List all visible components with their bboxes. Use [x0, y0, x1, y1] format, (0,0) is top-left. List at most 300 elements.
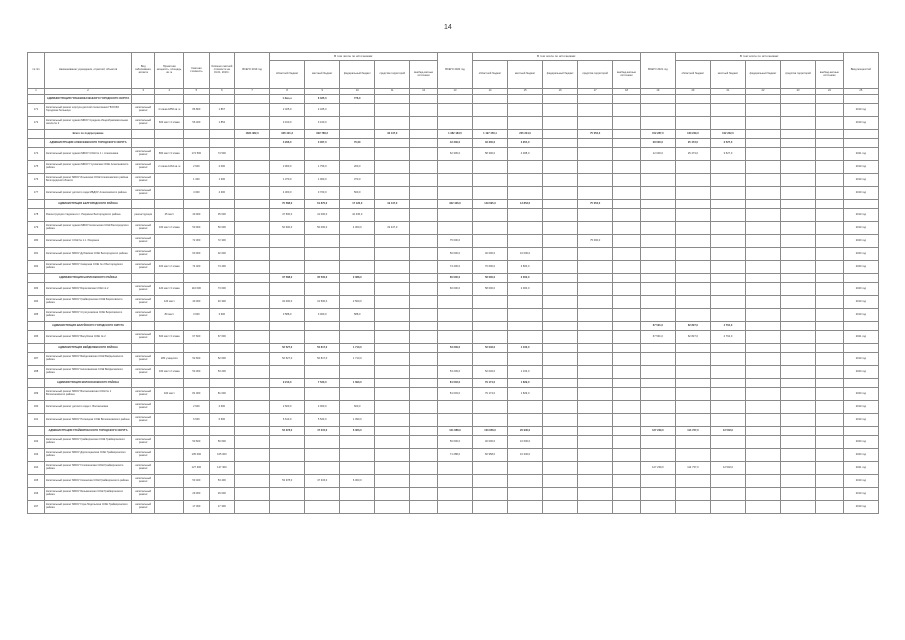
funding-value: 2 960,0: [270, 161, 305, 174]
funding-value: 121 888,0: [437, 427, 472, 436]
header-total-2019: ВСЕГО 2019 год: [235, 53, 270, 89]
funding-value: 6 325,0: [305, 95, 340, 104]
funding-value: [578, 462, 613, 475]
funding-value: [375, 309, 410, 322]
commission-year: 2019 год: [843, 104, 878, 117]
funding-value: [340, 148, 375, 161]
funding-value: [410, 187, 438, 200]
funding-value: [340, 488, 375, 501]
funding-value: [543, 388, 578, 401]
row-number: [28, 379, 45, 388]
funding-value: [578, 401, 613, 414]
funding-value: [578, 161, 613, 174]
funding-value: [640, 353, 675, 366]
funding-value: [710, 488, 745, 501]
column-number: 5: [184, 89, 209, 95]
funding-value: [578, 139, 613, 148]
work-kind: реконструкция: [132, 209, 155, 222]
funding-value: [745, 200, 780, 209]
funding-value: [675, 344, 710, 353]
funding-value: [235, 501, 270, 514]
funding-value: [710, 388, 745, 401]
funding-value: [235, 427, 270, 436]
commission-year: [843, 130, 878, 139]
header-funding-source: местный бюджет: [305, 61, 340, 89]
funding-value: [543, 331, 578, 344]
funding-value: 71 288,0: [437, 449, 472, 462]
funding-value: [235, 353, 270, 366]
completed-value: 4 300: [209, 187, 234, 200]
funding-value: 79 174,0: [473, 379, 508, 388]
funding-value: [745, 331, 780, 344]
header-funding-source: местный бюджет: [710, 61, 745, 89]
funding-value: 31 500,0: [305, 296, 340, 309]
funding-value: [410, 427, 438, 436]
commission-year: 2020 год: [843, 366, 878, 379]
funding-value: [578, 331, 613, 344]
funding-value: [375, 427, 410, 436]
funding-value: [235, 200, 270, 209]
work-kind: капитальный ремонт: [132, 501, 155, 514]
funding-value: [235, 401, 270, 414]
funding-value: [578, 414, 613, 427]
funding-value: [340, 104, 375, 117]
row-number: 175: [28, 161, 45, 174]
completed-value: 2 000: [209, 161, 234, 174]
cell: [184, 139, 209, 148]
funding-value: [613, 200, 641, 209]
funding-value: [745, 379, 780, 388]
work-kind: капитальный ремонт: [132, 261, 155, 274]
funding-value: [473, 296, 508, 309]
funding-value: [640, 501, 675, 514]
funding-value: [640, 401, 675, 414]
capacity: 420 мест 3 этажа: [155, 283, 184, 296]
funding-value: 52 046,0: [473, 344, 508, 353]
funding-value: [235, 174, 270, 187]
funding-value: 19 447,0: [375, 200, 410, 209]
funding-value: [543, 274, 578, 283]
funding-value: [235, 187, 270, 200]
funding-value: 10 330,0: [508, 449, 543, 462]
row-number: 189: [28, 388, 45, 401]
funding-value: 3 527,0: [710, 148, 745, 161]
row-number: 182: [28, 261, 45, 274]
funding-value: [235, 331, 270, 344]
funding-value: 17 126,0: [340, 200, 375, 209]
cell: [132, 427, 155, 436]
funding-value: [340, 501, 375, 514]
object-name: Капитальный ремонт МБОУ Дубовская СОШ Белгородского района: [44, 248, 131, 261]
funding-value: [640, 379, 675, 388]
funding-value: [578, 427, 613, 436]
funding-value: [270, 331, 305, 344]
funding-value: [543, 104, 578, 117]
object-name: Капитальный ремонт МБОУ Николаевская СОШ Вейделевского района: [44, 366, 131, 379]
funding-value: [816, 130, 844, 139]
funding-value: [710, 296, 745, 309]
section-row: [28, 322, 879, 331]
funding-value: [375, 344, 410, 353]
funding-value: [745, 427, 780, 436]
funding-value: 1 710,0: [340, 344, 375, 353]
table-row: [28, 174, 879, 187]
funding-value: 40 000,0: [473, 248, 508, 261]
row-number: [28, 139, 45, 148]
work-kind: капитальный ремонт: [132, 248, 155, 261]
funding-value: 75 000,0: [437, 235, 472, 248]
estimated-cost: 2 600: [184, 161, 209, 174]
funding-value: [781, 209, 816, 222]
funding-value: [613, 117, 641, 130]
row-number: 179: [28, 222, 45, 235]
funding-value: [410, 283, 438, 296]
funding-value: [781, 248, 816, 261]
commission-year: 2019 год: [843, 161, 878, 174]
funding-value: [375, 462, 410, 475]
funding-value: 3 160,0: [270, 117, 305, 130]
column-number: 22: [745, 89, 780, 95]
funding-value: [235, 139, 270, 148]
funding-value: 3 296,0: [270, 139, 305, 148]
work-kind: капитальный ремонт: [132, 187, 155, 200]
funding-value: [578, 148, 613, 161]
funding-value: [410, 222, 438, 235]
funding-value: 4 000,0: [340, 222, 375, 235]
table-row: [28, 296, 879, 309]
header-funding-source: средства территорий: [781, 61, 816, 89]
column-number: 17: [578, 89, 613, 95]
funding-value: [578, 174, 613, 187]
funding-value: [410, 139, 438, 148]
funding-value: [710, 366, 745, 379]
funding-value: [375, 209, 410, 222]
capacity: 860 мест 3 этажа: [155, 148, 184, 161]
funding-value: 50 817,0: [305, 353, 340, 366]
funding-value: 70,00: [340, 139, 375, 148]
header-num: № п/п: [28, 53, 45, 89]
funding-value: [235, 222, 270, 235]
completed-value: 3 600: [209, 309, 234, 322]
funding-value: [235, 462, 270, 475]
cell: [132, 379, 155, 388]
funding-value: [710, 248, 745, 261]
row-number: 195: [28, 475, 45, 488]
cell: [155, 130, 184, 139]
work-kind: капитальный ремонт: [132, 475, 155, 488]
row-number: 178: [28, 209, 45, 222]
cell: [209, 427, 234, 436]
funding-value: [675, 222, 710, 235]
estimated-cost: 60 000: [184, 248, 209, 261]
funding-value: [508, 235, 543, 248]
completed-value: 53 400: [209, 475, 234, 488]
funding-value: [508, 222, 543, 235]
funding-value: [745, 462, 780, 475]
cell: [184, 379, 209, 388]
funding-value: [270, 148, 305, 161]
funding-value: [640, 200, 675, 209]
completed-value: 53 200: [209, 366, 234, 379]
funding-value: [235, 414, 270, 427]
page-number: 14: [444, 24, 452, 31]
funding-value: [508, 501, 543, 514]
funding-value: [543, 235, 578, 248]
funding-value: [613, 104, 641, 117]
funding-value: 4 008,0: [508, 148, 543, 161]
funding-value: [675, 309, 710, 322]
funding-value: [375, 353, 410, 366]
funding-value: [640, 366, 675, 379]
funding-value: [235, 488, 270, 501]
funding-value: 149 695,0: [473, 200, 508, 209]
funding-value: [675, 274, 710, 283]
funding-value: [640, 117, 675, 130]
funding-value: [816, 174, 844, 187]
funding-value: [613, 488, 641, 501]
funding-value: [508, 488, 543, 501]
funding-value: [270, 436, 305, 449]
funding-value: [745, 501, 780, 514]
funding-value: [437, 187, 472, 200]
table-row: [28, 148, 879, 161]
funding-value: [340, 130, 375, 139]
funding-value: [473, 331, 508, 344]
funding-value: [781, 222, 816, 235]
funding-value: [473, 187, 508, 200]
funding-value: [710, 95, 745, 104]
funding-value: 75 052,3: [578, 130, 613, 139]
funding-value: [437, 161, 472, 174]
funding-value: 1 163,0: [508, 344, 543, 353]
funding-value: [305, 283, 340, 296]
object-name: Капитальный ремонт СОШ № 1 п. Разумное: [44, 235, 131, 248]
funding-value: 52 527,0: [270, 353, 305, 366]
header-group-2019: В том числе по источникам:: [270, 53, 438, 61]
funding-value: [640, 449, 675, 462]
funding-value: [235, 148, 270, 161]
funding-value: [473, 161, 508, 174]
funding-value: [781, 148, 816, 161]
cell: [209, 139, 234, 148]
estimated-cost: 50 000: [184, 222, 209, 235]
section-name: АДМИНИСТРАЦИЯ ВАЛУЙСКОГО ГОРОДСКОГО ОКРУГА: [44, 322, 131, 331]
funding-value: [270, 449, 305, 462]
commission-year: [843, 274, 878, 283]
funding-value: [305, 235, 340, 248]
header-kind: Вид заболевания, аспекта: [132, 53, 155, 89]
row-number: [28, 200, 45, 209]
funding-value: [745, 344, 780, 353]
funding-value: 62 827,0: [675, 331, 710, 344]
table-row: [28, 261, 879, 274]
funding-value: 776,0: [340, 95, 375, 104]
funding-value: [375, 414, 410, 427]
section-row: [28, 200, 879, 209]
work-kind: капитальный ремонт: [132, 235, 155, 248]
header-total-2020: ВСЕГО 2020 год: [437, 53, 472, 89]
completed-value: 81 000: [209, 388, 234, 401]
funding-value: 1 710,0: [340, 353, 375, 366]
funding-value: [543, 436, 578, 449]
funding-value: [375, 436, 410, 449]
completed-value: 40 300: [209, 296, 234, 309]
funding-value: [375, 161, 410, 174]
estimated-cost: 3 600: [184, 309, 209, 322]
funding-value: [640, 309, 675, 322]
funding-value: [543, 148, 578, 161]
funding-value: [710, 161, 745, 174]
funding-value: [508, 475, 543, 488]
work-kind: капитальный ремонт: [132, 222, 155, 235]
funding-value: [710, 235, 745, 248]
funding-value: 74 400,0: [437, 261, 472, 274]
funding-value: 2 325,0: [270, 104, 305, 117]
funding-value: [473, 174, 508, 187]
funding-value: [710, 449, 745, 462]
funding-value: [781, 366, 816, 379]
funding-value: [816, 104, 844, 117]
work-kind: капитальный ремонт: [132, 436, 155, 449]
funding-value: 81 003,0: [437, 379, 472, 388]
funding-value: [235, 209, 270, 222]
column-number: 12: [410, 89, 438, 95]
section-row: [28, 427, 879, 436]
funding-value: 10 000,0: [508, 248, 543, 261]
funding-value: 1 163,0: [508, 366, 543, 379]
funding-value: [675, 388, 710, 401]
header-cost: Сметная стоимость: [184, 53, 209, 89]
funding-value: [235, 117, 270, 130]
object-name: Капитальный ремонт МБОУ Грайворонская СОШ Борисовского района: [44, 296, 131, 309]
table-row: [28, 104, 879, 117]
funding-value: [437, 174, 472, 187]
estimated-cost: 53 400: [184, 475, 209, 488]
funding-value: [543, 322, 578, 331]
funding-value: [375, 331, 410, 344]
funding-value: [745, 488, 780, 501]
row-number: 191: [28, 414, 45, 427]
funding-value: [675, 200, 710, 209]
funding-value: [640, 436, 675, 449]
funding-value: [437, 222, 472, 235]
funding-value: [543, 95, 578, 104]
capacity: [155, 235, 184, 248]
funding-value: [710, 401, 745, 414]
commission-year: 2020 год: [843, 436, 878, 449]
funding-value: 60 000,0: [437, 283, 472, 296]
header-commission: Ввод мощностей: [843, 53, 878, 89]
section-name: АДМИНИСТРАЦИЯ АЛЕКСЕЕВСКОГО ГОРОДСКОГО ОКРУГА: [44, 139, 131, 148]
funding-value: 588,0: [340, 309, 375, 322]
funding-value: [543, 261, 578, 274]
commission-year: [843, 95, 878, 104]
funding-value: 2 325,0: [305, 104, 340, 117]
estimated-cost: 86 800: [184, 104, 209, 117]
header-funding-source: внебюд-жетные источники: [410, 61, 438, 89]
funding-value: [745, 139, 780, 148]
funding-value: [410, 174, 438, 187]
funding-value: [745, 161, 780, 174]
funding-value: [235, 296, 270, 309]
funding-value: [473, 501, 508, 514]
funding-value: [640, 414, 675, 427]
funding-value: [578, 187, 613, 200]
funding-value: [437, 95, 472, 104]
funding-value: [816, 462, 844, 475]
object-name: Капитальный ремонт МБОУ Северная СОШ № 2 Белгородского района: [44, 261, 131, 274]
funding-value: 1824 382,3: [235, 130, 270, 139]
header-funding-source: федеральный бюджет: [543, 61, 578, 89]
funding-value: [816, 344, 844, 353]
row-number: 177: [28, 187, 45, 200]
funding-value: [613, 449, 641, 462]
funding-value: 50 817,0: [305, 344, 340, 353]
funding-value: [305, 331, 340, 344]
funding-value: [745, 283, 780, 296]
header-funding-source: внебюд-жетные источники: [613, 61, 641, 89]
funding-value: [816, 449, 844, 462]
funding-value: [816, 427, 844, 436]
funding-value: 50 000,0: [437, 248, 472, 261]
funding-value: [543, 414, 578, 427]
funding-value: [543, 488, 578, 501]
funding-value: [543, 344, 578, 353]
funding-value: [640, 261, 675, 274]
funding-value: [710, 261, 745, 274]
funding-value: 370,0: [340, 174, 375, 187]
funding-value: [473, 462, 508, 475]
funding-value: [437, 353, 472, 366]
column-number: 6: [209, 89, 234, 95]
column-number: 19: [640, 89, 675, 95]
funding-value: [816, 379, 844, 388]
funding-value: [613, 344, 641, 353]
funding-value: 2 600,0: [270, 401, 305, 414]
funding-value: [781, 161, 816, 174]
funding-value: [578, 353, 613, 366]
funding-value: 40 000,0: [473, 436, 508, 449]
funding-value: [375, 296, 410, 309]
funding-value: 79 174,0: [473, 388, 508, 401]
estimated-cost: 2 600: [184, 401, 209, 414]
funding-value: [410, 148, 438, 161]
funding-value: 41 000,0: [305, 209, 340, 222]
commission-year: 2020 год: [843, 449, 878, 462]
table-row: [28, 283, 879, 296]
funding-value: [816, 235, 844, 248]
table-row: [28, 501, 879, 514]
funding-value: [543, 139, 578, 148]
commission-year: 2021 год: [843, 331, 878, 344]
funding-value: [640, 161, 675, 174]
row-number: 186: [28, 331, 45, 344]
cell: [209, 379, 234, 388]
table-row: [28, 414, 879, 427]
funding-value: 3 000,0: [305, 309, 340, 322]
funding-value: 70 600,0: [473, 261, 508, 274]
table-row: [28, 449, 879, 462]
funding-value: [613, 296, 641, 309]
work-kind: капитальный ремонт: [132, 283, 155, 296]
row-number: [28, 322, 45, 331]
cell: [132, 95, 155, 104]
funding-value: [578, 366, 613, 379]
work-kind: капитальный ремонт: [132, 161, 155, 174]
funding-value: [578, 388, 613, 401]
section-name: АДМИНИСТРАЦИЯ ГРАЙВОРОНСКОГО ГОРОДСКОГО ОКРУГА: [44, 427, 131, 436]
funding-value: [640, 488, 675, 501]
